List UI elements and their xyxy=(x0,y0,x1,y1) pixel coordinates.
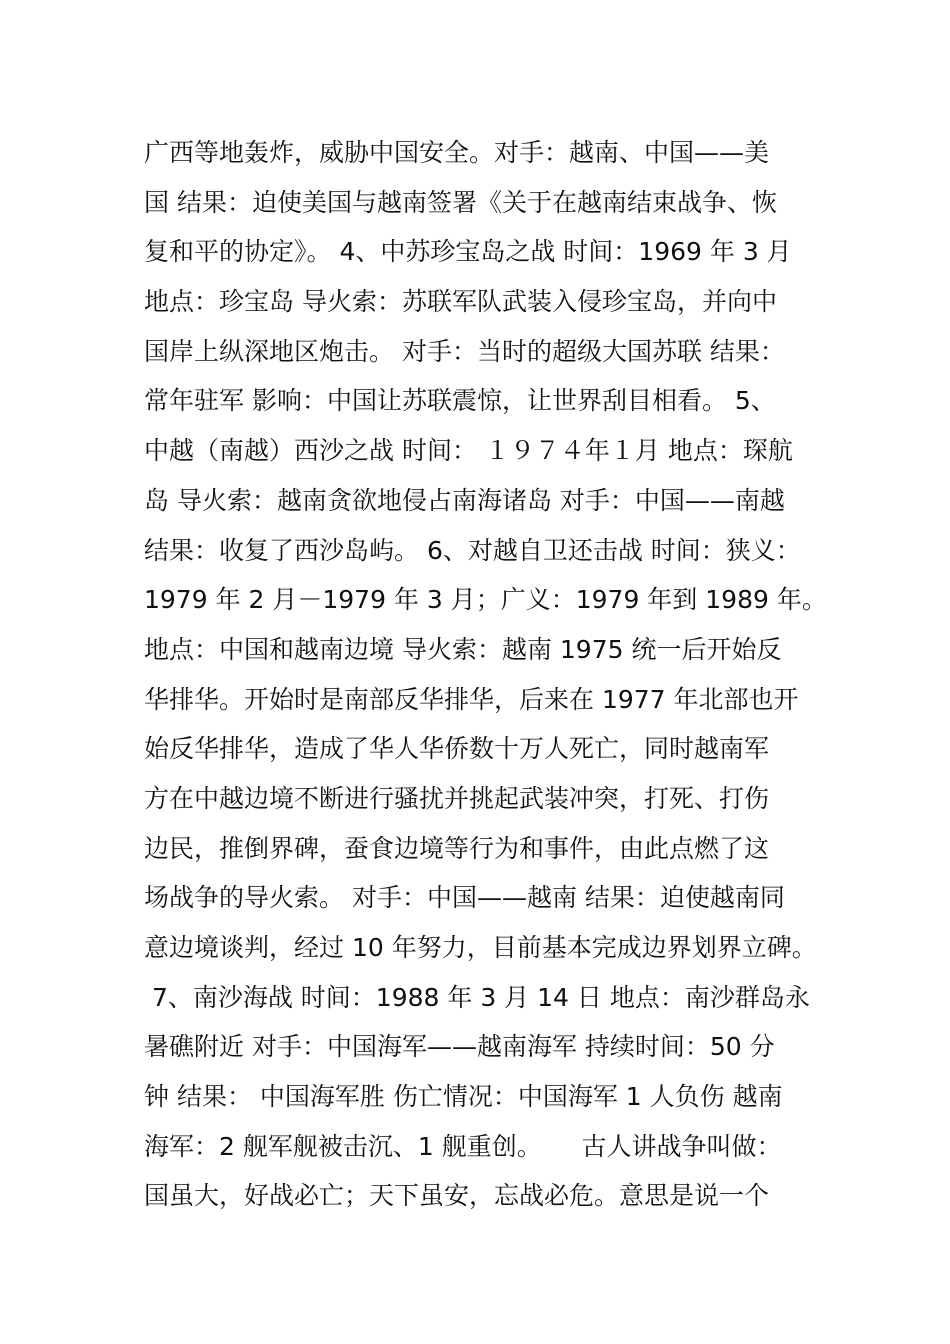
text-line-20: 钟 结果： 中国海军胜 伤亡情况：中国海军 1 人负伤 越南 xyxy=(144,1082,783,1112)
text-line-14: 方在中越边境不断进行骚扰并挑起武装冲突，打死、打伤 xyxy=(144,783,770,813)
text-line-17: 意边境谈判，经过 10 年努力，目前基本完成边界划界立碑。 xyxy=(144,933,817,962)
text-line-5: 国岸上纵深地区炮击。 对手：当时的超级大国苏联 结果： xyxy=(144,336,785,366)
text-line-11: 地点：中国和越南边境 导火索：越南 1975 统一后开始反 xyxy=(144,634,782,664)
text-line-19: 暑礁附近 对手：中国海军——越南海军 持续时间：50 分 xyxy=(144,1032,775,1062)
text-line-9: 结果：收复了西沙岛屿。 6、对越自卫还击战 时间：狭义： xyxy=(144,535,801,565)
text-line-16: 场战争的导火索。 对手：中国——越南 结果：迫使越南同 xyxy=(144,883,785,913)
text-line-4: 地点：珍宝岛 导火索：苏联军队武装入侵珍宝岛，并向中 xyxy=(144,287,777,317)
text-line-3: 复和平的协定》。 4、中苏珍宝岛之战 时间：1969 年 3 月 xyxy=(144,237,792,267)
text-line-13: 始反华排华，造成了华人华侨数十万人死亡，同时越南军 xyxy=(144,734,770,764)
text-line-6: 常年驻军 影响：中国让苏联震惊，让世界刮目相看。 5、 xyxy=(144,386,776,416)
text-line-12: 华排华。开始时是南部反华排华，后来在 1977 年北部也开 xyxy=(144,684,799,714)
text-line-22: 国虽大，好战必亡；天下虽安，忘战必危。意思是说一个 xyxy=(144,1181,770,1211)
text-line-21: 海军：2 舰军舰被击沉、1 舰重创。 古人讲战争叫做： xyxy=(144,1131,782,1161)
text-line-18: 7、南沙海战 时间：1988 年 3 月 14 日 地点：南沙群岛永 xyxy=(144,982,810,1012)
text-line-2: 国 结果：迫使美国与越南签署《关于在越南结束战争、恢 xyxy=(144,187,777,217)
text-line-1: 广西等地轰炸，威胁中国安全。对手：越南、中国——美 xyxy=(144,138,770,167)
text-line-15: 边民，推倒界碑，蚕食边境等行为和事件，由此点燃了这 xyxy=(144,833,770,863)
text-line-7: 中越（南越）西沙之战 时间： １９７４年１月 地点：琛航 xyxy=(144,436,793,466)
text-line-8: 岛 导火索：越南贪欲地侵占南海诸岛 对手：中国——南越 xyxy=(144,485,785,515)
body-text xyxy=(144,128,827,1221)
text-line-10: 1979 年 2 月－1979 年 3 月；广义：1979 年到 1989 年。 xyxy=(144,585,827,615)
